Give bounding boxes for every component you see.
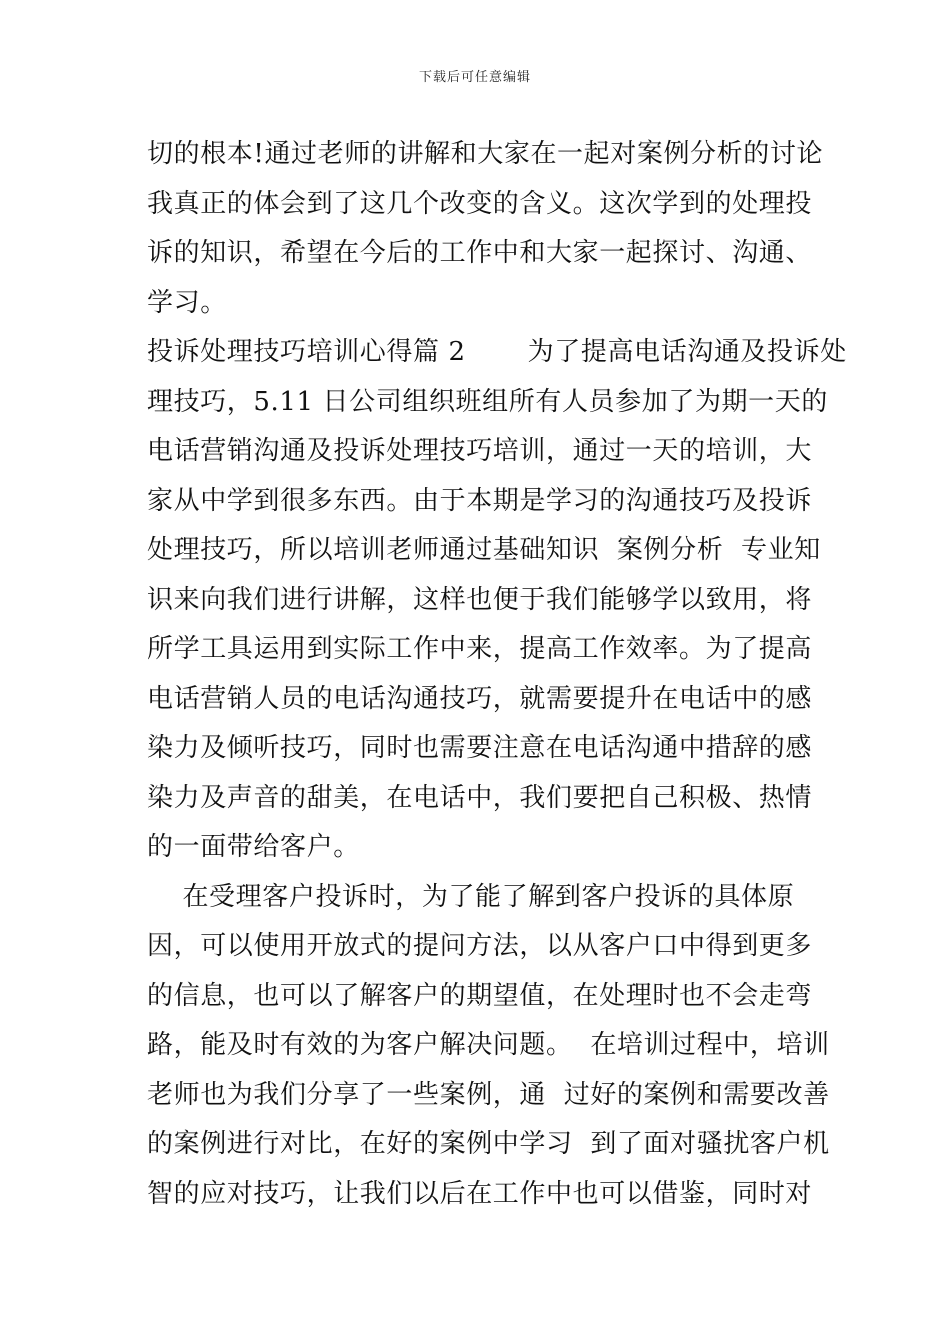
text-line: 染力及倾听技巧，同时也需要注意在电话沟通中措辞的感 — [147, 733, 813, 763]
text-line: 智的应对技巧，让我们以后在工作中也可以借鉴，同时对 — [147, 1178, 813, 1209]
text-line: 的案例进行对比，在好的案例中学习 到了面对骚扰客户机 — [147, 1129, 830, 1159]
document-body — [147, 130, 847, 1219]
text-line: 切的根本!通过老师的讲解和大家在一起对案例分析的讨论 — [147, 139, 824, 169]
text-line: 识来向我们进行讲解，这样也便于我们能够学以致用，将 — [147, 584, 813, 615]
text-line: 所学工具运用到实际工作中来，提高工作效率。为了提高 — [147, 634, 813, 664]
text-line: 染力及声音的甜美，在电话中，我们要把自己积极、热情 — [147, 782, 813, 813]
text-line: 学习。 — [147, 287, 227, 318]
text-line: 处理技巧，所以培训老师通过基础知识 案例分析 专业知 — [147, 535, 821, 565]
text-line: 诉的知识，希望在今后的工作中和大家一起探讨、沟通、 — [147, 238, 813, 268]
text-line: 老师也为我们分享了一些案例，通 过好的案例和需要改善 — [147, 1079, 830, 1110]
text-line: 电话营销沟通及投诉处理技巧培训，通过一天的培训，大 — [147, 436, 813, 466]
paragraph-start-line: 在受理客户投诉时，为了能了解到客户投诉的具体原 — [147, 881, 795, 912]
text-line: 电话营销人员的电话沟通技巧，就需要提升在电话中的感 — [147, 683, 813, 714]
text-line: 我真正的体会到了这几个改变的含义。这次学到的处理投 — [147, 188, 813, 219]
section-title-line: 投诉处理技巧培训心得篇 2 为了提高电话沟通及投诉处 — [147, 337, 847, 367]
text-line: 因，可以使用开放式的提问方法，以从客户口中得到更多 — [147, 931, 813, 961]
text-line: 的一面带给客户。 — [147, 832, 360, 862]
text-line: 家从中学到很多东西。由于本期是学习的沟通技巧及投诉 — [147, 485, 813, 516]
text-line: 路，能及时有效的为客户解决问题。 在培训过程中，培训 — [147, 1030, 830, 1060]
text-line: 理技巧，5.11 日公司组织班组所有人员参加了为期一天的 — [147, 386, 828, 417]
page-header-note: 下载后可任意编辑 — [418, 70, 531, 85]
text-line: 的信息，也可以了解客户的期望值，在处理时也不会走弯 — [147, 980, 813, 1011]
